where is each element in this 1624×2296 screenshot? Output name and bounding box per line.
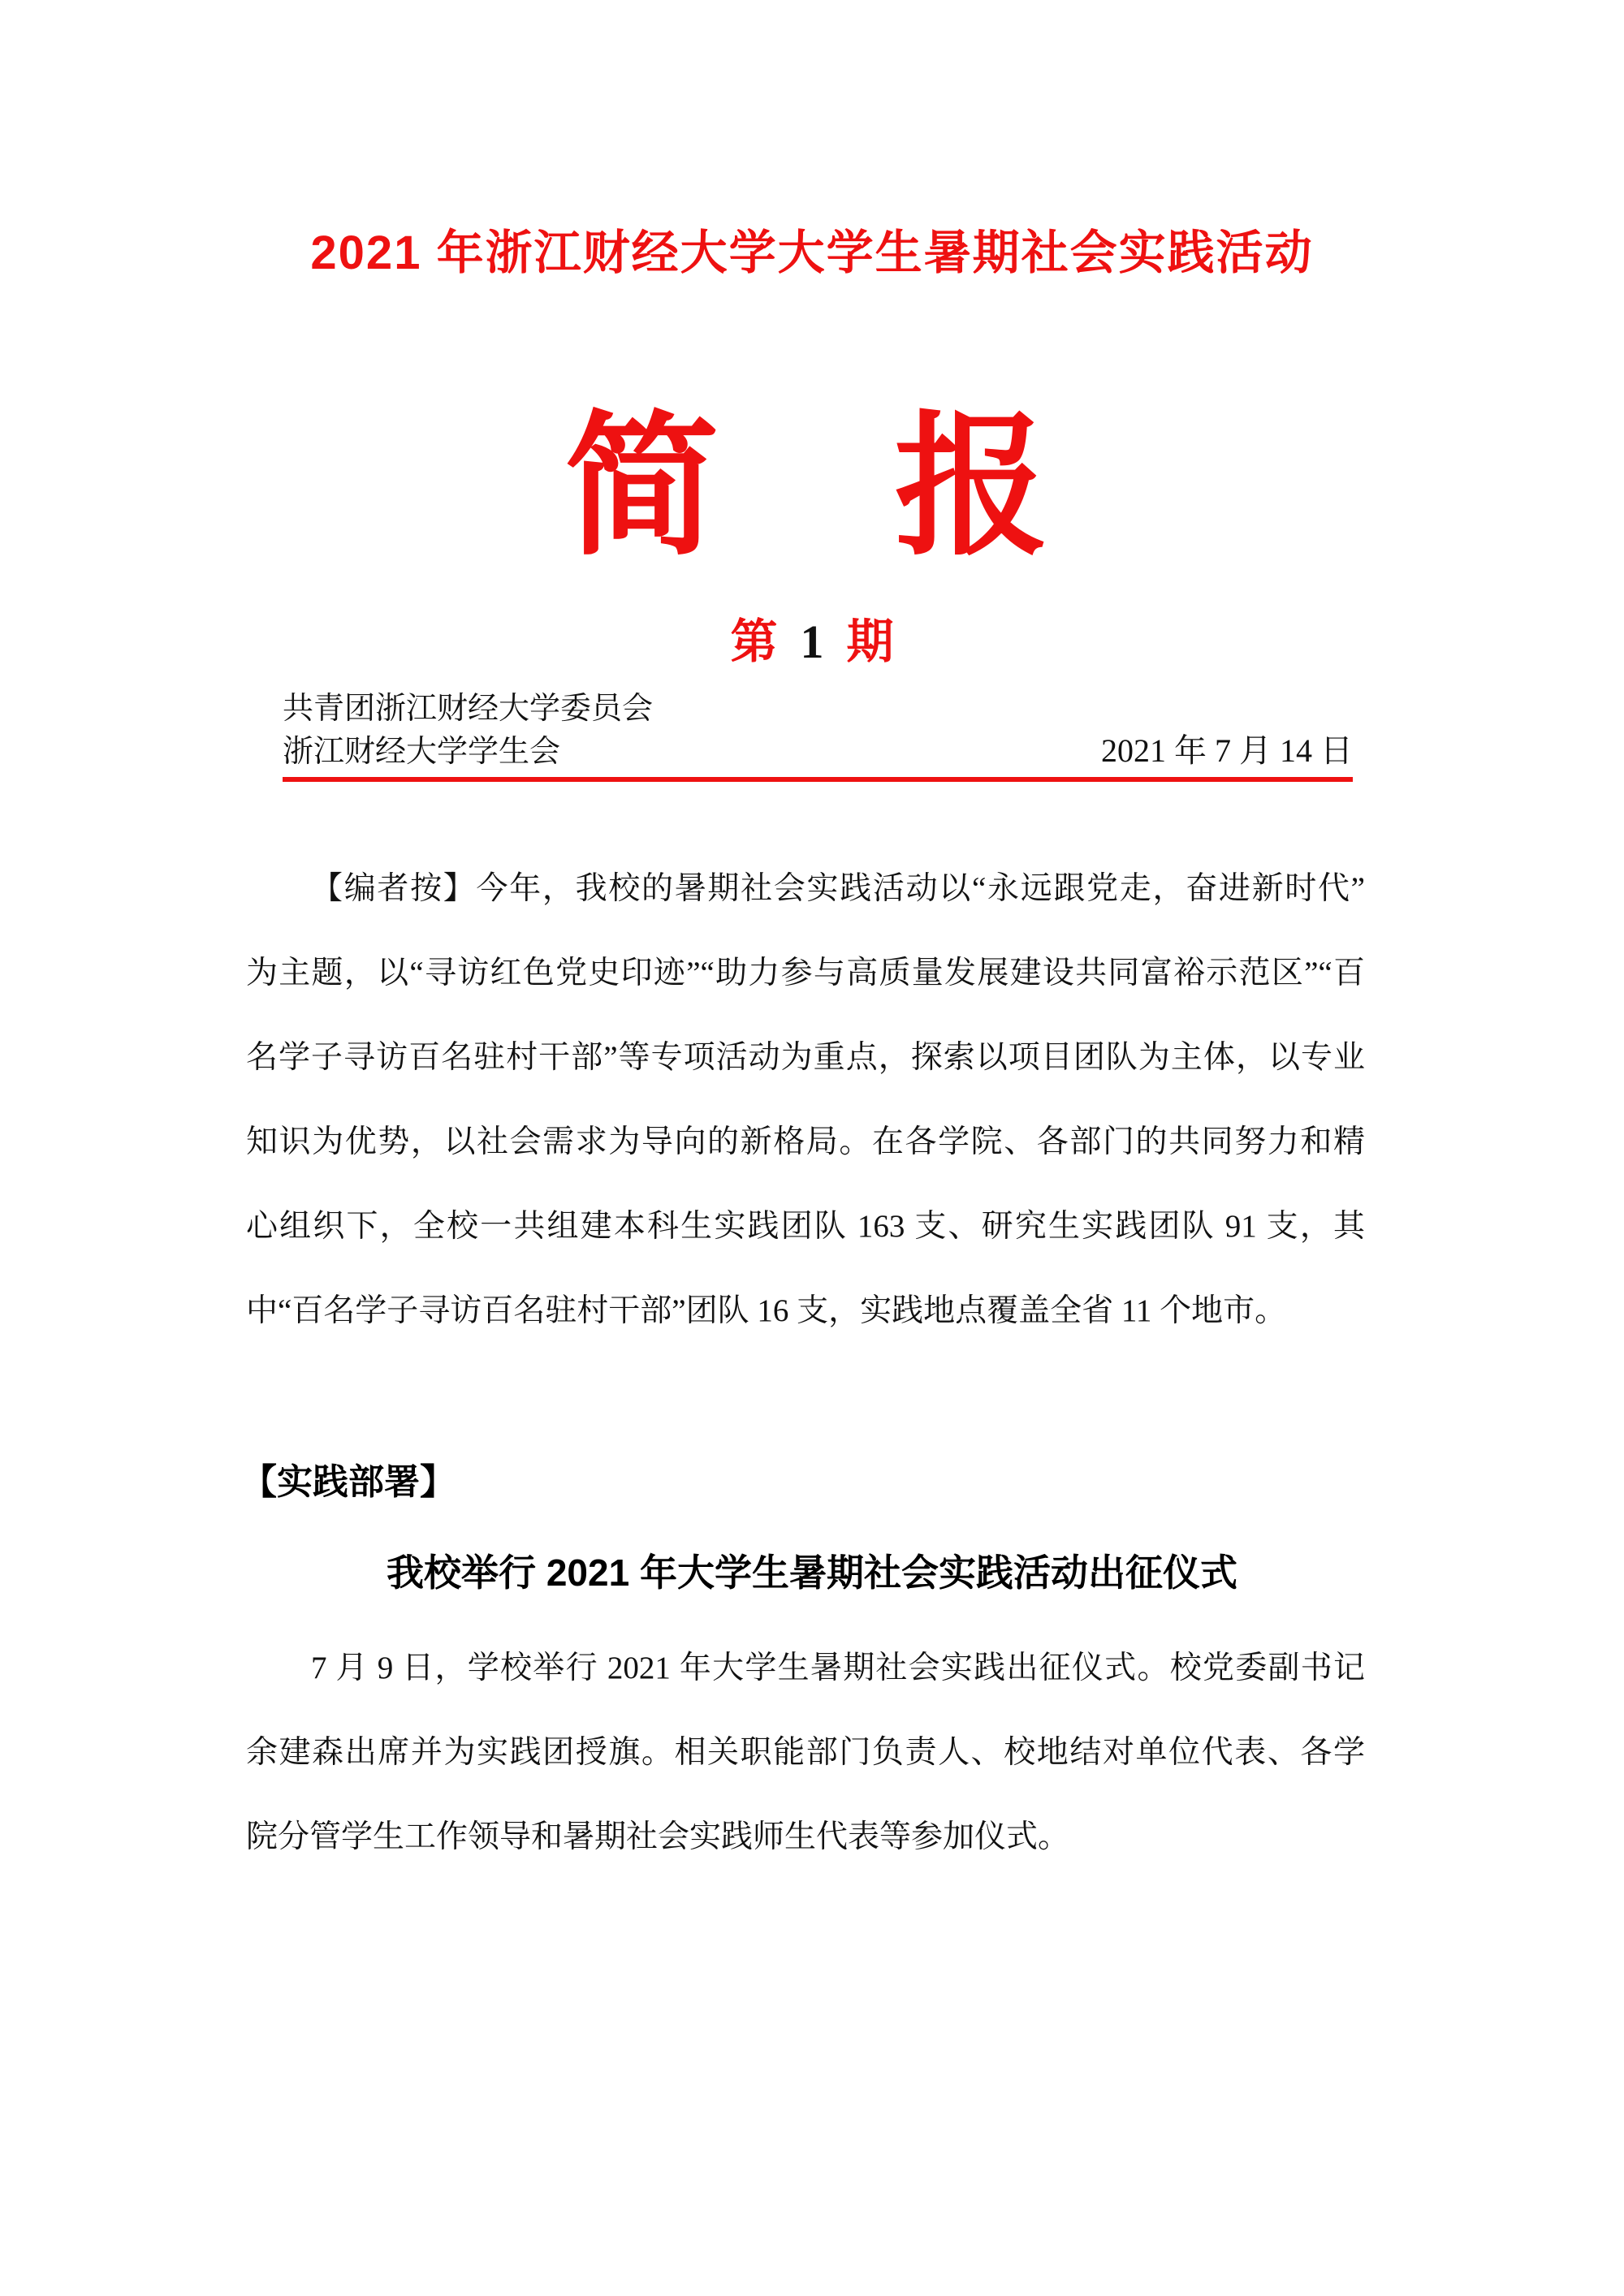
article-title: 我校举行 2021 年大学生暑期社会实践活动出征仪式 (387, 1552, 1237, 1594)
paragraph-line: 名学子寻访百名驻村干部”等专项活动为重点，探索以项目团队为主体，以专业 (246, 1040, 1365, 1075)
paragraph-line: 心组织下，全校一共组建本科生实践团队 163 支、研究生实践团队 91 支，其 (246, 1209, 1365, 1244)
issue-line (0, 611, 1624, 673)
paragraph-line: 院分管学生工作领导和暑期社会实践师生代表等参加仪式。 (246, 1819, 1070, 1854)
org-line-1: 共青团浙江财经大学委员会 (283, 692, 654, 726)
issue-suffix: 期 (846, 615, 894, 668)
masthead-row (283, 730, 1353, 773)
issue-date: 2021 年 7 月 14 日 (1101, 732, 1353, 769)
org-line-2: 浙江财经大学学生会 (283, 735, 561, 769)
section-heading: 【实践部署】 (241, 1462, 456, 1502)
paragraph-line: 知识为优势，以社会需求为导向的新格局。在各学院、各部门的共同努力和精 (246, 1124, 1365, 1159)
document-title: 2021 年浙江财经大学大学生暑期社会实践活动 (310, 227, 1314, 279)
bulletin-banner: 简 报 (564, 401, 1060, 573)
red-divider (283, 777, 1353, 782)
editor-note-paragraph (246, 847, 1365, 1353)
issue-prefix: 第 (730, 615, 778, 668)
paragraph-line: 中“百名学子寻访百名驻村干部”团队 16 支，实践地点覆盖全省 11 个地市。 (246, 1293, 1287, 1328)
paragraph-line: 余建森出席并为实践团授旗。相关职能部门负责人、校地结对单位代表、各学 (246, 1735, 1365, 1770)
article-paragraph (246, 1626, 1365, 1880)
paragraph-line: 7 月 9 日，学校举行 2021 年大学生暑期社会实践出征仪式。校党委副书记 (311, 1651, 1365, 1685)
masthead (283, 688, 1353, 782)
paragraph-line: 【编者按】今年，我校的暑期社会实践活动以“永远跟党走，奋进新时代” (311, 871, 1365, 906)
paragraph-line: 为主题，以“寻访红色党史印迹”“助力参与高质量发展建设共同富裕示范区”“百 (246, 956, 1365, 990)
issue-number: 1 (800, 615, 824, 668)
